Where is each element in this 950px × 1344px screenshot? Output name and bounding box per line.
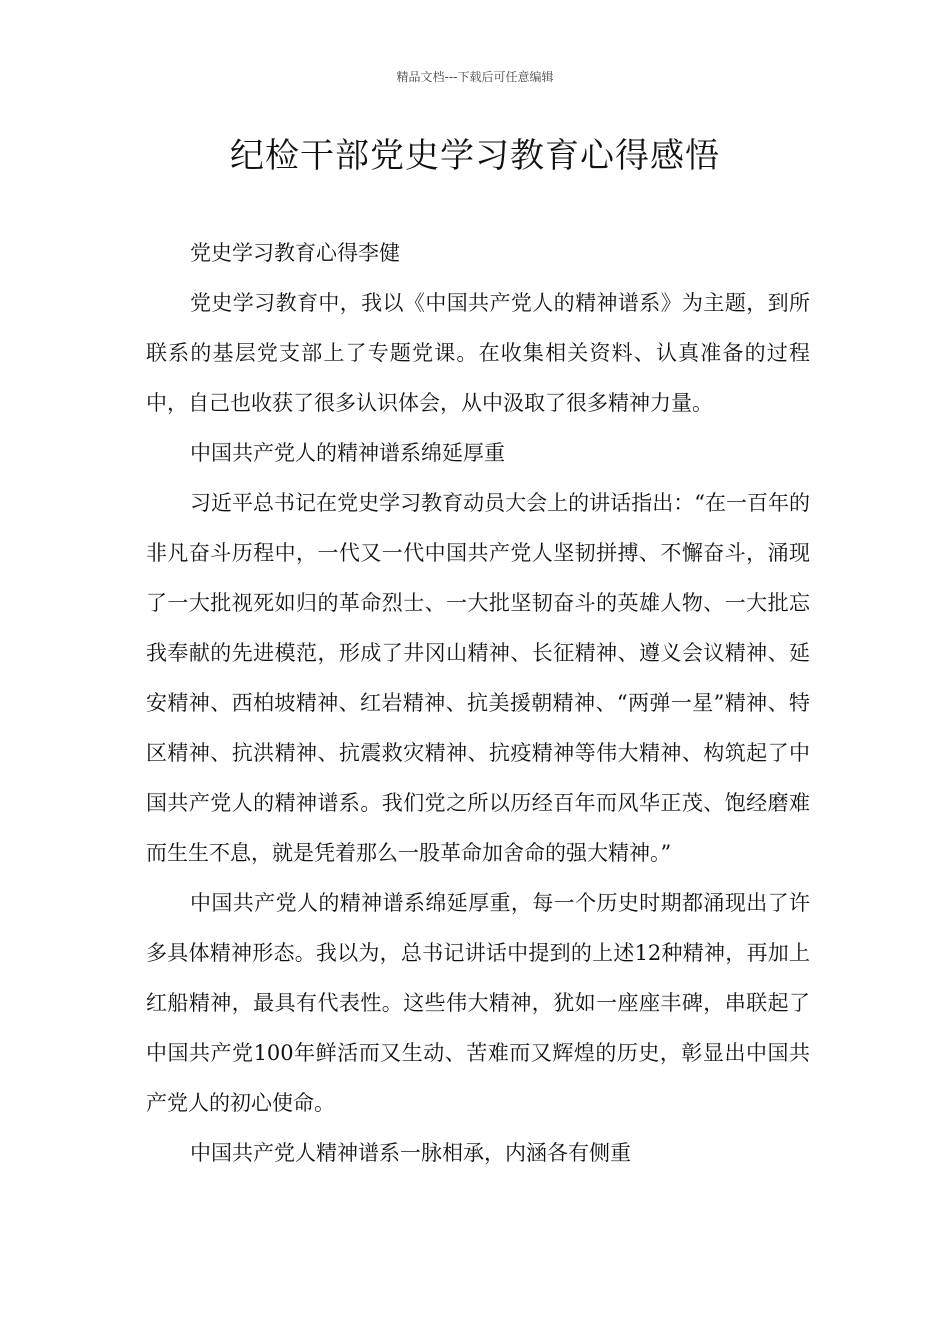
paragraph-author-line: 党史学习教育心得李健 (190, 241, 400, 265)
document-body (146, 228, 810, 1178)
document-title: 纪检干部党史学习教育心得感悟 (230, 136, 720, 176)
paragraph-intro: 党史学习教育中，我以《中国共产党人的精神谱系》为主题，到所联系的基层党支部上了专题党课。在收集相关资料、认真准备的过程中，自己也收获了很多认识体会，从中汲取了很多精神力量。 (146, 291, 810, 415)
paragraph-analysis: 中国共产党人的精神谱系绵延厚重，每一个历史时期都涌现出了许多具体精神形态。我以为，总书记讲话中提到的上述12种精神，再加上红船精神，最具有代表性。这些伟大精神，犹如一座座丰碑，串联起了中国共产党100年鲜活而又生动、苦难而又辉煌的历史，彰显出中国共产党人的初心使命。 (146, 891, 810, 1115)
header-note: 精品文档---下载后可任意编辑 (396, 70, 554, 84)
paragraph-quote: 习近平总书记在党史学习教育动员大会上的讲话指出：“在一百年的非凡奋斗历程中，一代又一代中国共产党人坚韧拼搏、不懈奋斗，涌现了一大批视死如归的革命烈士、一大批坚韧奋斗的英雄人物、一大批忘我奉献的先进模范，形成了井冈山精神、长征精神、遵义会议精神、延安精神、西柏坡精神、红岩精神、抗美援朝精神、“两弹一星”精神、特区精神、抗洪精神、抗震救灾精神、抗疫精神等伟大精神、构筑起了中国共产党人的精神谱系。我们党之所以历经百年而风华正茂、饱经磨难而生生不息，就是凭着那么一股革命加舍命的强大精神。” (146, 491, 810, 865)
section-heading-continuity: 中国共产党人精神谱系一脉相承，内涵各有侧重 (190, 1141, 631, 1165)
section-heading-spirit-lineage: 中国共产党人的精神谱系绵延厚重 (190, 441, 505, 465)
